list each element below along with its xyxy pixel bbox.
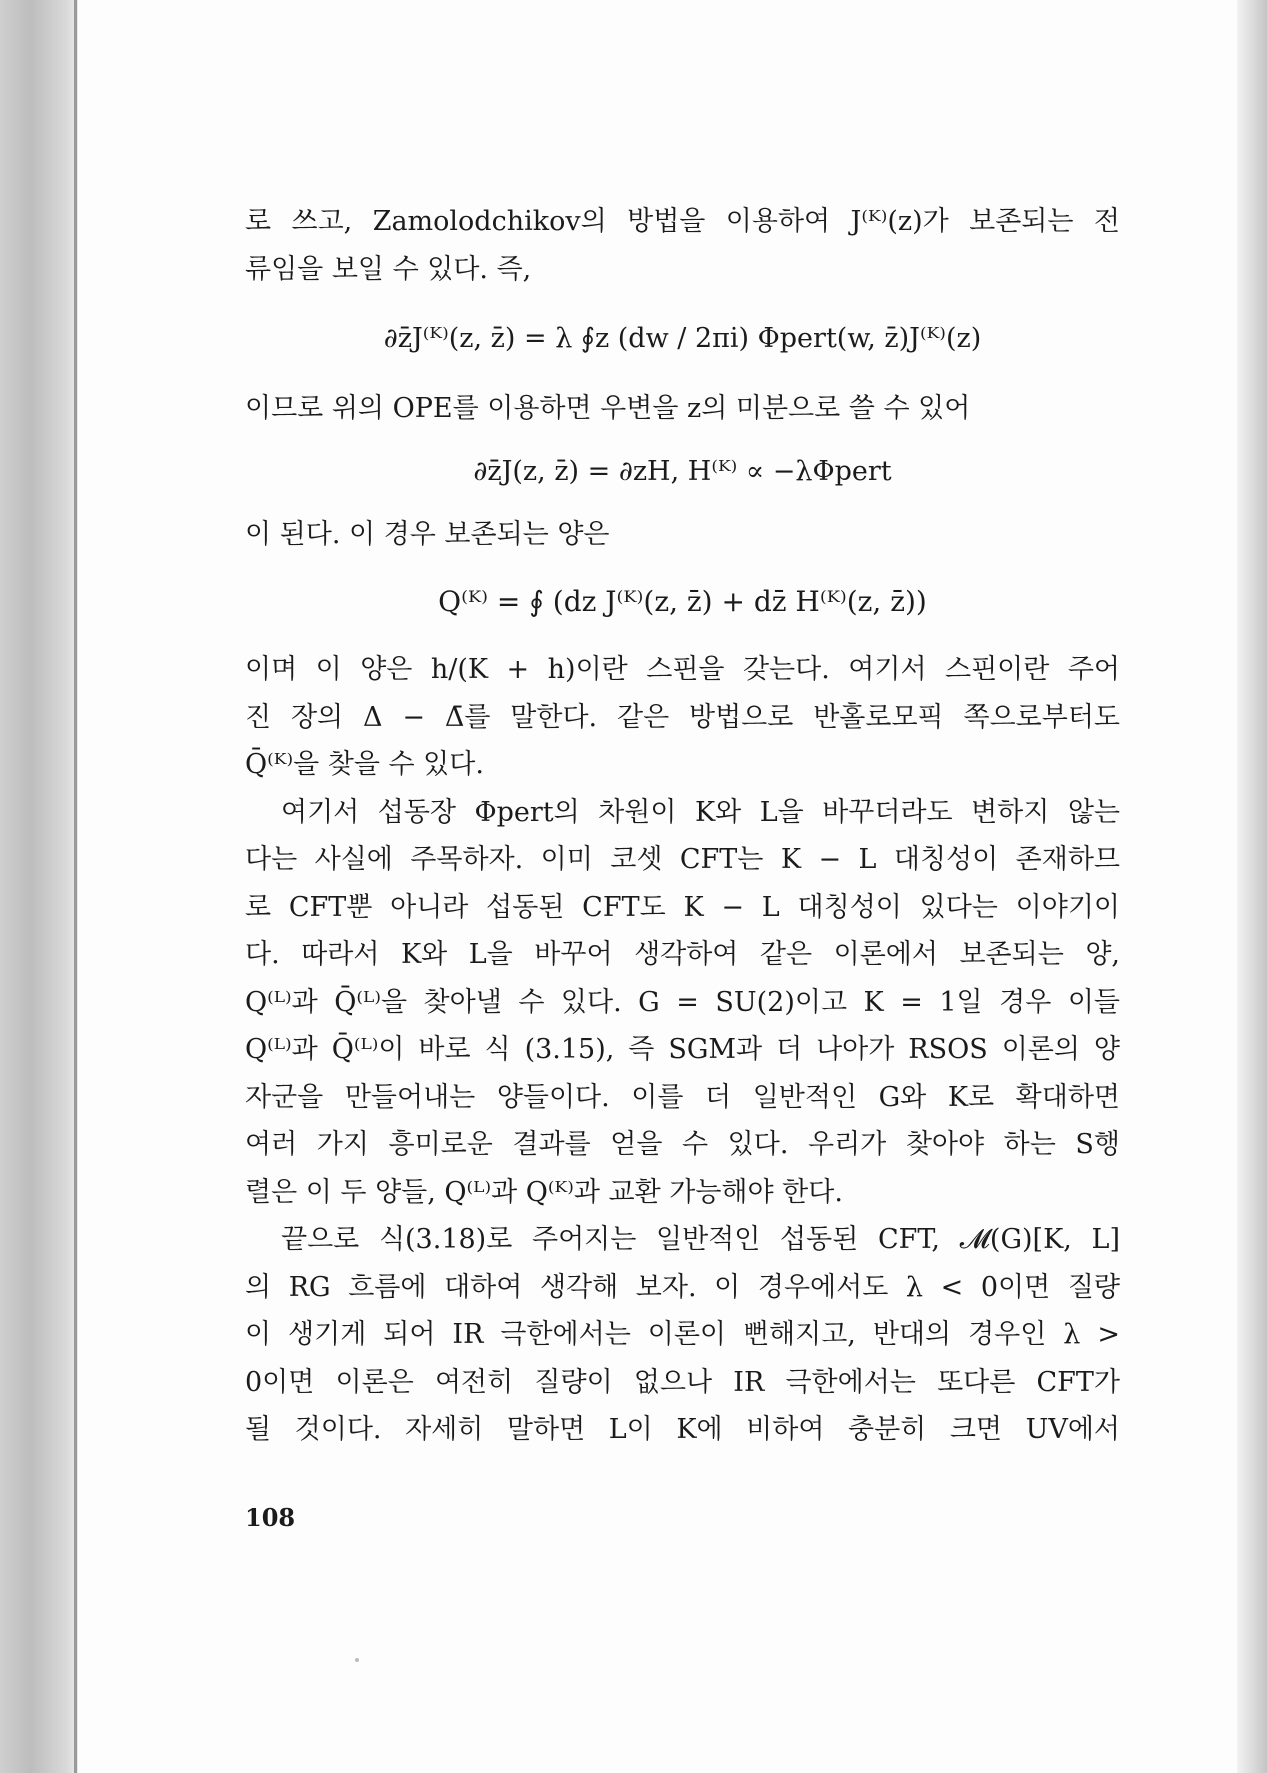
book-spine-line: [74, 0, 77, 1773]
text-line: 이므로 위의 OPE를 이용하면 우변을 z의 미분으로 쓸 수 있어: [245, 393, 971, 424]
text-line: Q⁽ᴸ⁾과 Q̄⁽ᴸ⁾을 찾아낼 수 있다. G = SU(2)이고 K = 1일 경우 이들: [245, 986, 1120, 1018]
text-line: 로 CFT뿐 아니라 섭동된 CFT도 K − L 대칭성이 있다는 이야기이: [245, 891, 1120, 923]
text-line: 끝으로 식(3.18)로 주어지는 일반적인 섭동된 CFT, 𝓜(G)[K, L]: [281, 1224, 1120, 1255]
text-line: 여러 가지 흥미로운 결과를 얻을 수 있다. 우리가 찾아야 하는 S행: [245, 1129, 1120, 1160]
equation-text: Q⁽ᴷ⁾ = ∮ (dz J⁽ᴷ⁾(z, z̄) + dz̄ H⁽ᴷ⁾(z, z̄)): [438, 585, 927, 618]
text-line: Q̄⁽ᴷ⁾을 찾을 수 있다.: [245, 749, 484, 780]
text-line: 의 RG 흐름에 대하여 생각해 보자. 이 경우에서도 λ < 0이면 질량: [245, 1271, 1120, 1303]
equation-current-conservation: [245, 293, 1120, 385]
page-right-edge: [1237, 0, 1267, 1773]
text-line: 0이면 이론은 여전히 질량이 없으나 IR 극한에서는 또다른 CFT가: [245, 1366, 1120, 1398]
text-line: 류임을 보일 수 있다. 즉,: [245, 253, 532, 285]
equation-text: ∂z̄J⁽ᴷ⁾(z, z̄) = λ ∮z (dw / 2πi) Φpert(w, z̄)J⁽ᴷ⁾(z): [383, 323, 982, 354]
text-line: 진 장의 Δ − Δ̄를 말한다. 같은 방법으로 반홀로모픽 쪽으로부터도: [245, 701, 1120, 733]
equation-derivative-relation: [245, 433, 1120, 511]
text-line: 이며 이 양은 h/(K + h)이란 스핀을 갖는다. 여기서 스핀이란 주어: [245, 654, 1120, 685]
text-line: 렬은 이 두 양들, Q⁽ᴸ⁾과 Q⁽ᴷ⁾과 교환 가능해야 한다.: [245, 1176, 843, 1208]
book-spine-edge: [0, 0, 78, 1773]
text-line: 다는 사실에 주목하자. 이미 코셋 CFT는 K − L 대칭성이 존재하므: [245, 844, 1120, 875]
paper-speck: [355, 1658, 359, 1662]
text-line: 자군을 만들어내는 양들이다. 이를 더 일반적인 G와 K로 확대하면: [245, 1081, 1120, 1113]
text-line: 다. 따라서 K와 L을 바꾸어 생각하여 같은 이론에서 보존되는 양,: [245, 939, 1120, 970]
text-line: 여기서 섭동장 Φpert의 차원이 K와 L을 바꾸더라도 변하지 않는: [281, 796, 1120, 828]
text-line: 이 생기게 되어 IR 극한에서는 이론이 뻔해지고, 반대의 경우인 λ >: [245, 1319, 1120, 1350]
text-line: Q⁽ᴸ⁾과 Q̄⁽ᴸ⁾이 바로 식 (3.15), 즉 SGM과 더 나아가 RSOS 이론의 양: [245, 1034, 1120, 1065]
page-body: [245, 198, 1120, 1454]
page-number: 108: [245, 1503, 296, 1532]
text-line: 이 된다. 이 경우 보존되는 양은: [245, 518, 610, 550]
text-line: 로 쓰고, Zamolodchikov의 방법을 이용하여 J⁽ᴷ⁾(z)가 보존되는 전: [245, 206, 1120, 237]
text-line: 될 것이다. 자세히 말하면 L이 K에 비하여 충분히 크면 UV에서: [245, 1414, 1120, 1445]
equation-conserved-charge: [245, 558, 1120, 646]
equation-text: ∂z̄J(z, z̄) = ∂zH, H⁽ᴷ⁾ ∝ −λΦpert: [473, 455, 892, 487]
